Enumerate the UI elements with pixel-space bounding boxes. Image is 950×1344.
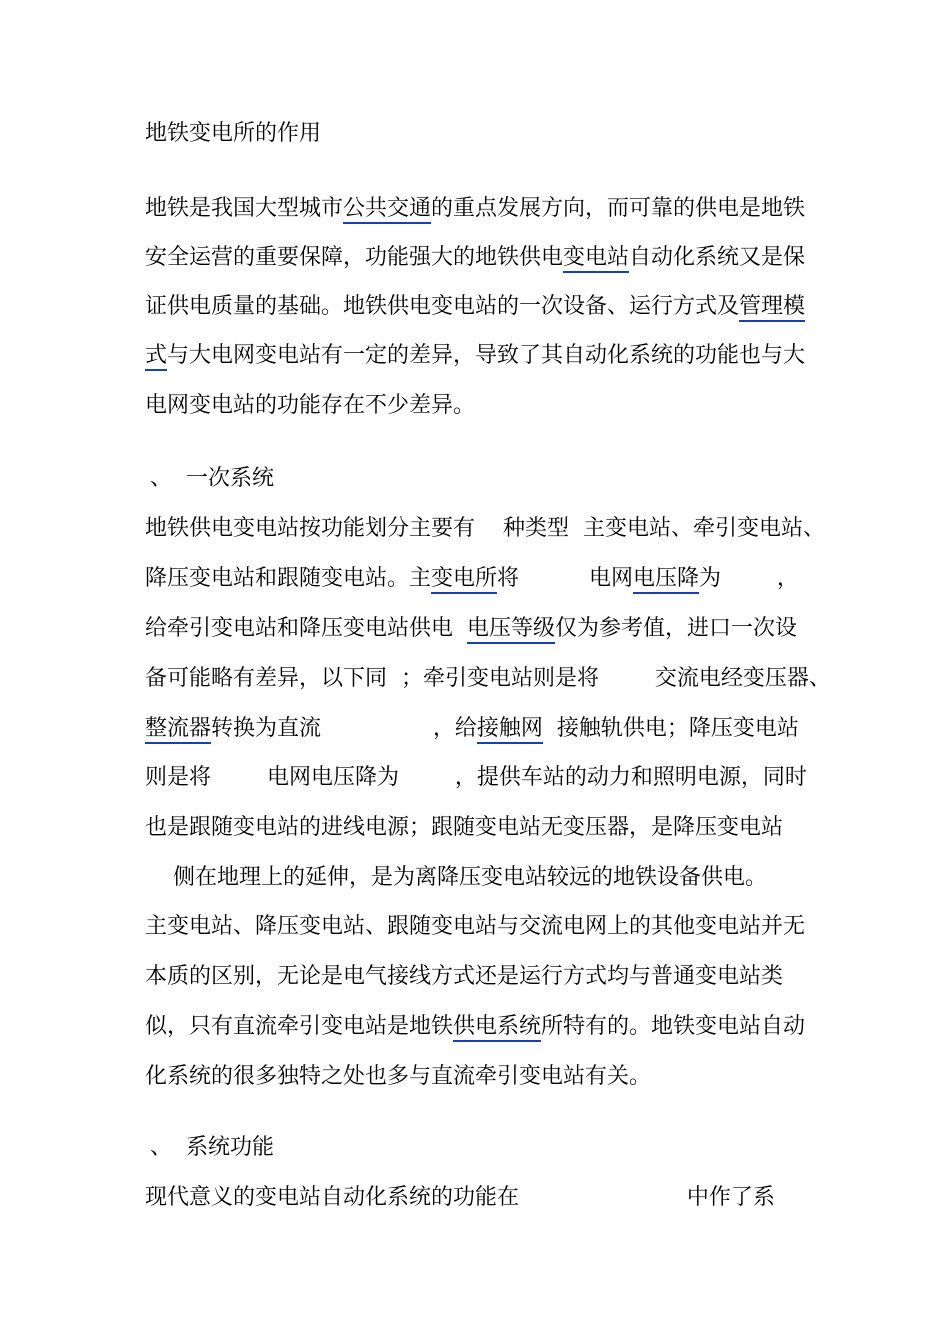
hyperlink[interactable]: 电压降 (633, 566, 699, 594)
document-title: 地铁变电所的作用 (145, 121, 322, 146)
text-line (145, 714, 799, 744)
text-line (145, 962, 783, 992)
text-line (145, 912, 805, 942)
text-line (145, 243, 805, 273)
text-line (145, 863, 767, 893)
text-segment: 现代意义的变电站自动化系统的功能在 中作了系 (145, 1185, 775, 1210)
text-segment: 电网变电站的功能存在不少差异。 (145, 393, 476, 418)
text-segment: 仅为参考值，进口一次设 (555, 616, 798, 641)
text-segment: 的重点发展方向，而可靠的供电是地铁 (431, 196, 806, 221)
text-segment: 地铁是我国大型城市 (145, 196, 344, 221)
text-line (145, 514, 825, 544)
text-line (145, 1183, 775, 1213)
text-segment: 本质的区别，无论是电气接线方式还是运行方式均与普通变电站类 (145, 964, 784, 989)
hyperlink[interactable]: 整流器 (145, 716, 211, 744)
text-line (145, 341, 805, 371)
text-segment: 将 电网 (497, 566, 633, 591)
hyperlink[interactable]: 接触网 (477, 716, 543, 744)
hyperlink[interactable]: 式 (145, 343, 167, 371)
text-line (145, 763, 807, 793)
hyperlink[interactable]: 公共交通 (343, 196, 431, 224)
text-line (145, 813, 783, 843)
text-segment: 自动化系统又是保 (629, 245, 806, 270)
text-segment: 给牵引变电站和降压变电站供电 (145, 616, 467, 641)
text-line (145, 564, 799, 594)
text-line (145, 1012, 805, 1042)
text-line (145, 391, 475, 421)
text-segment: 所特有的。地铁变电站自动 (541, 1014, 806, 1039)
text-segment: 降压变电站和跟随变电站。主 (145, 566, 432, 591)
hyperlink[interactable]: 变电所 (431, 566, 497, 594)
hyperlink[interactable]: 电压等级 (467, 616, 555, 644)
section-2-heading: 、 系统功能 (150, 1135, 274, 1160)
text-line (145, 664, 831, 694)
text-line (145, 1062, 651, 1092)
text-segment: 主变电站、降压变电站、跟随变电站与交流电网上的其他变电站并无 (145, 914, 806, 939)
text-segment: 地铁供电变电站按功能划分主要有 种类型 主变电站、牵引变电站、 (145, 516, 825, 541)
text-line (145, 614, 797, 644)
text-segment: 证供电质量的基础。地铁供电变电站的一次设备、运行方式及 (145, 294, 740, 319)
text-segment: 则是将 电网电压降为 ，提供车站的动力和照明电源，同时 (145, 765, 807, 790)
text-segment: 似，只有直流牵引变电站是地铁 (145, 1014, 454, 1039)
text-segment: 转换为直流 ，给 (211, 716, 477, 741)
section-1-heading: 、 一次系统 (150, 466, 274, 491)
text-line (145, 194, 805, 224)
text-line (145, 292, 805, 322)
hyperlink[interactable]: 变电站 (563, 245, 629, 273)
text-segment: 与大电网变电站有一定的差异，导致了其自动化系统的功能也与大 (167, 343, 806, 368)
text-segment: 为 ， (698, 566, 799, 591)
text-segment: 也是跟随变电站的进线电源；跟随变电站无变压器，是降压变电站 (145, 815, 784, 840)
text-segment: 备可能略有差异，以下同 ；牵引变电站则是将 交流电经变压器、 (145, 666, 831, 691)
hyperlink[interactable]: 供电系统 (453, 1014, 541, 1042)
text-segment: 接触轨供电；降压变电站 (542, 716, 799, 741)
text-segment: 化系统的很多独特之处也多与直流牵引变电站有关。 (145, 1064, 652, 1089)
hyperlink[interactable]: 管理模 (739, 294, 805, 322)
text-segment: 侧在地理上的延伸，是为离降压变电站较远的地铁设备供电。 (145, 865, 767, 890)
text-segment: 安全运营的重要保障，功能强大的地铁供电 (145, 245, 564, 270)
